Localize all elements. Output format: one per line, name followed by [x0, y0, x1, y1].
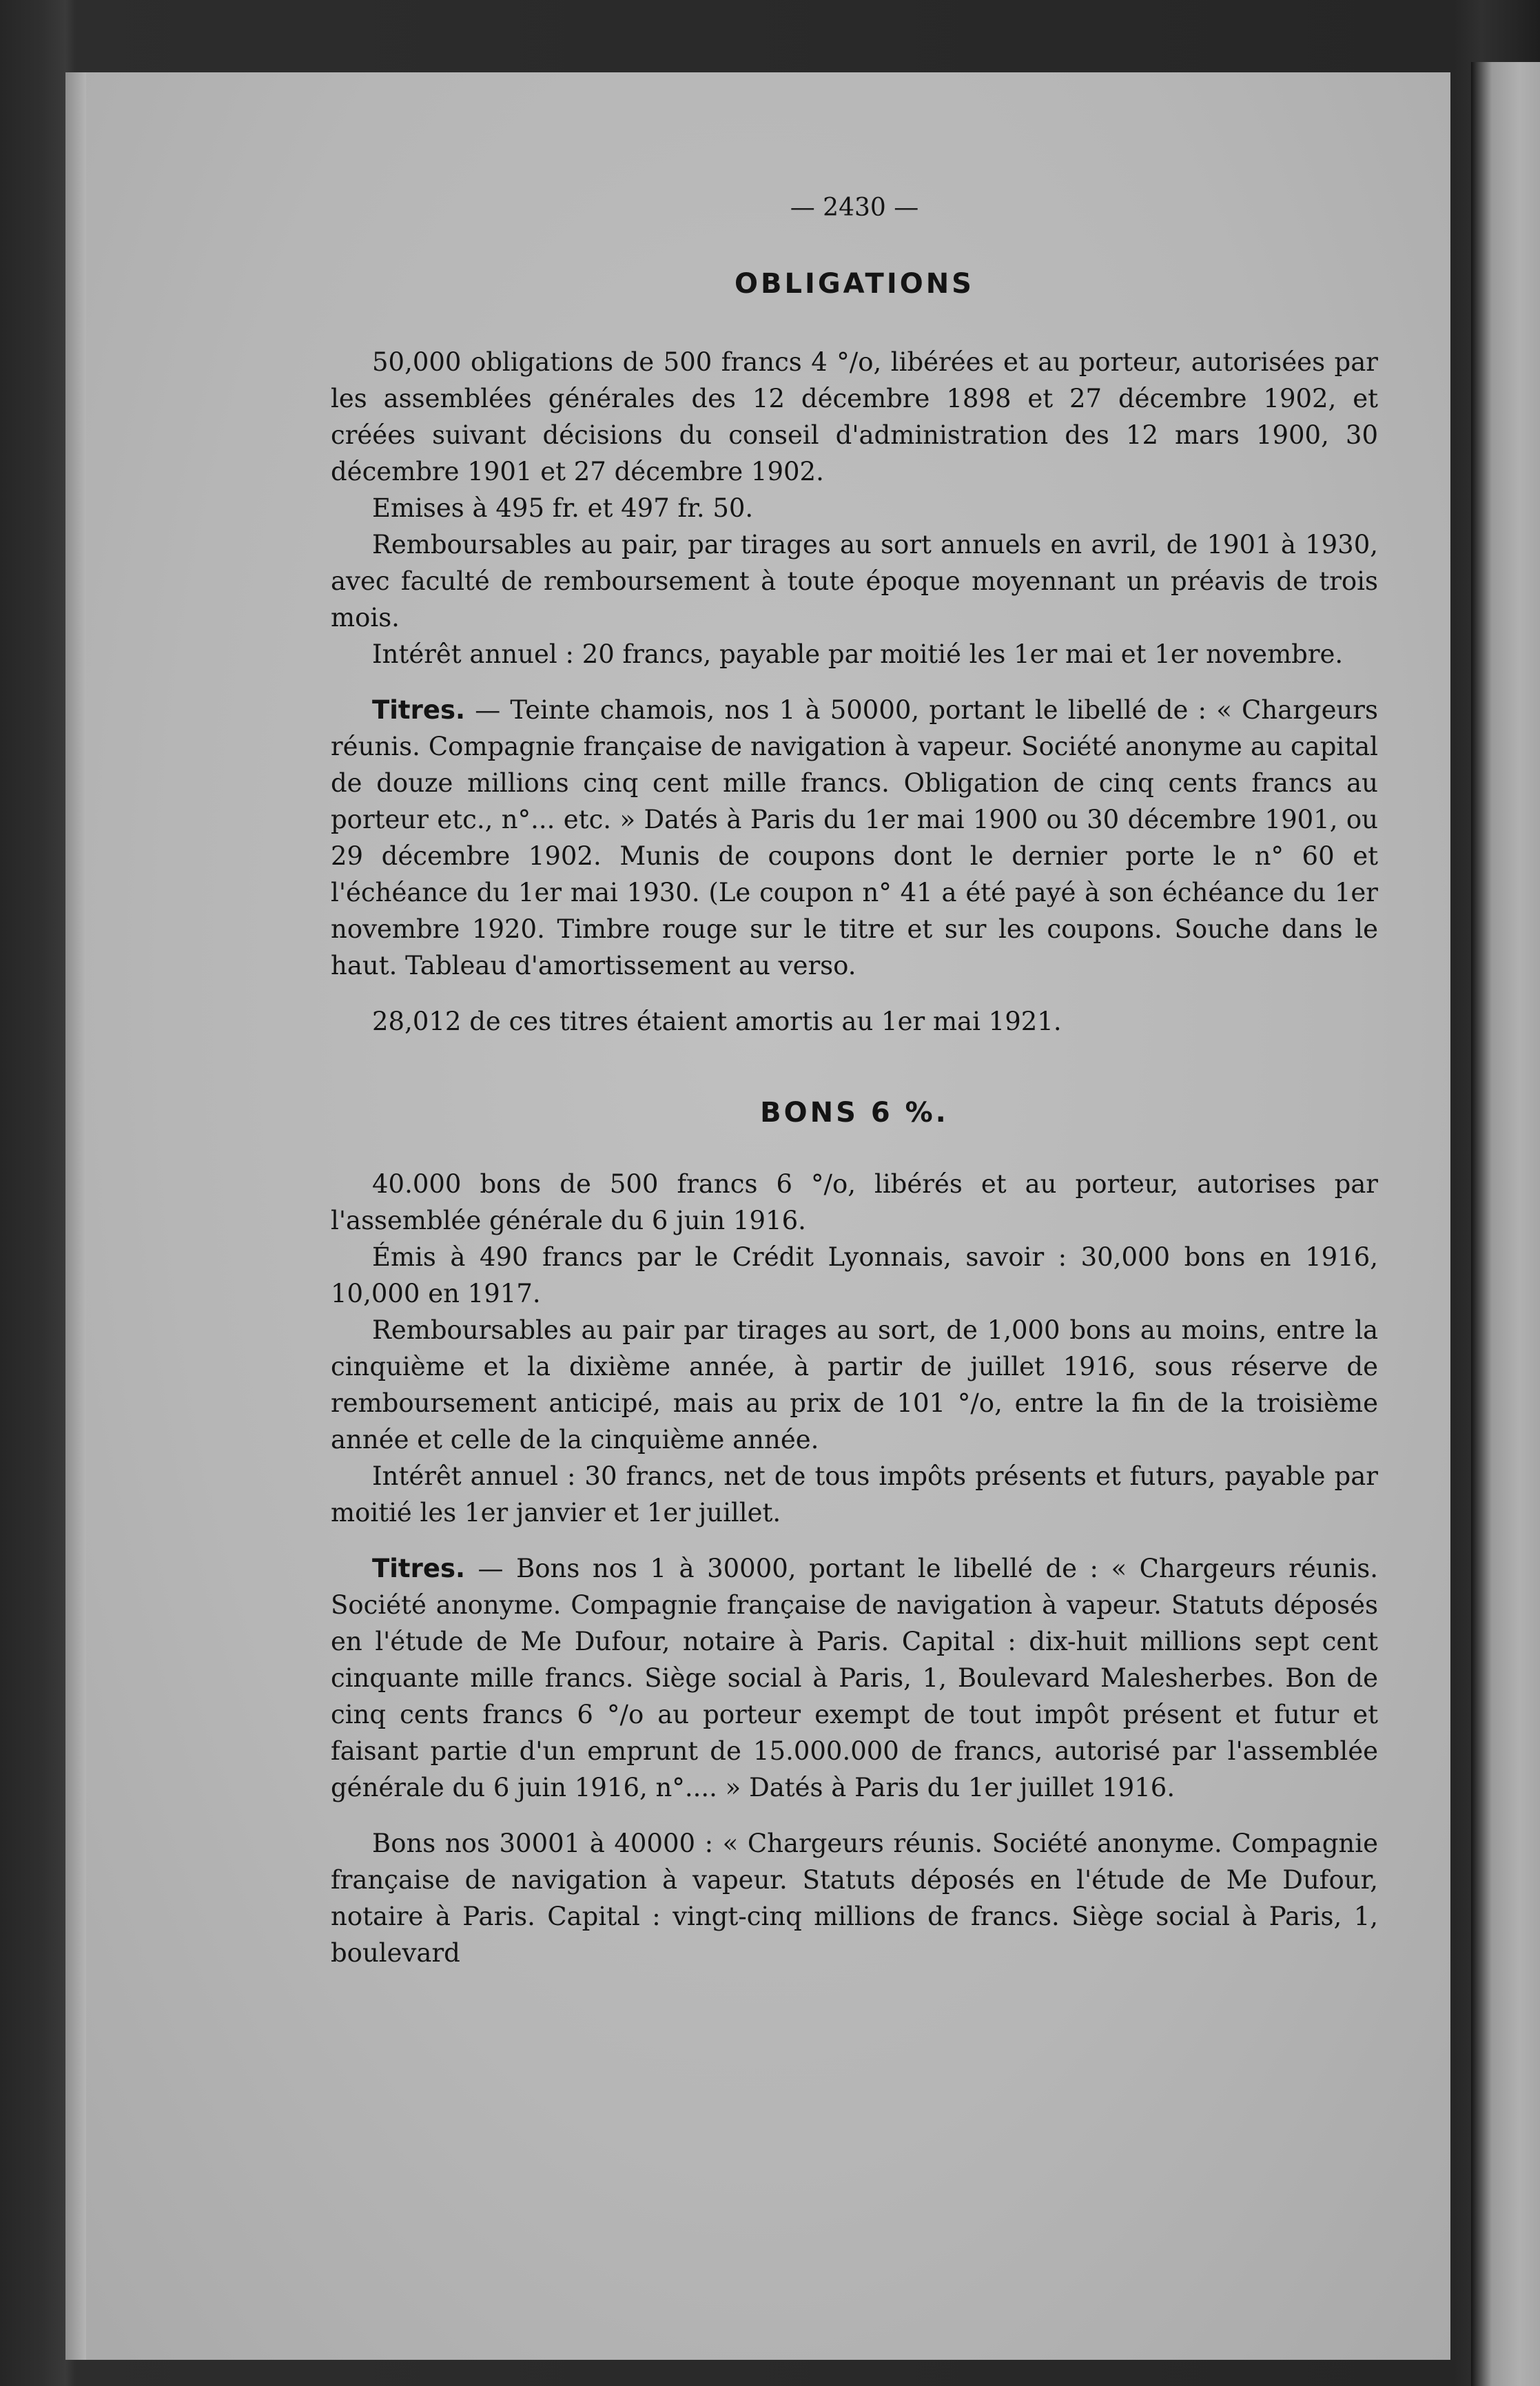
titres-text: — Teinte chamois, nos 1 à 50000, portant le libellé de : « Chargeurs réunis. Compagnie française de navigation à vapeur. Société anonyme au capital de douze millions cinq cent mille francs. Obligation de cinq cents francs au porteur etc., n°... etc. » Datés à Paris du 1er mai 1900 ou 30 décembre 1901, ou 29 décembre 1902. Munis de coupons dont le dernier porte le n° 60 et l'échéance du 1er mai 1930. (Le coupon n° 41 a été payé à son échéance du 1er novembre 1920. Timbre rouge sur le titre et sur les coupons. Souche dans le haut. Tableau d'amortissement au verso. [331, 695, 1378, 980]
paragraph: Bons nos 30001 à 40000 : « Chargeurs réunis. Société anonyme. Compagnie française de navigation à vapeur. Statuts déposés en l'étude de Me Dufour, notaire à Paris. Capital : vingt-cinq millions de francs. Siège social à Paris, 1, boulevard [331, 1829, 1378, 1968]
paragraph: Remboursables au pair par tirages au sort, de 1,000 bons au moins, entre la cinquième et la dixième année, à partir de juillet 1916, sous réserve de remboursement anticipé, mais au prix de 101 °/o, entre la fin de la troisième année et celle de la cinquième année. [331, 1315, 1378, 1454]
paragraph: Emises à 495 fr. et 497 fr. 50. [372, 493, 754, 523]
page-number: — 2430 — [790, 194, 919, 222]
paragraph: Remboursables au pair, par tirages au sort annuels en avril, de 1901 à 1930, avec faculté de remboursement à toute époque moyennant un préavis de trois mois. [331, 530, 1378, 633]
paragraph: Émis à 490 francs par le Crédit Lyonnais, savoir : 30,000 bons en 1916, 10,000 en 1917. [331, 1242, 1378, 1308]
paragraph: 50,000 obligations de 500 francs 4 °/o, libérées et au porteur, autorisées par les assemblées générales des 12 décembre 1898 et 27 décembre 1902, et créées suivant décisions du conseil d'administration des 12 mars 1900, 30 décembre 1901 et 27 décembre 1902. [331, 347, 1378, 486]
paragraph: Intérêt annuel : 20 francs, payable par moitié les 1er mai et 1er novembre. [372, 639, 1344, 669]
titres-paragraph [331, 692, 1378, 984]
section-title-bons: BONS 6 %. [760, 1097, 949, 1129]
paragraph: 28,012 de ces titres étaient amortis au 1er mai 1921. [372, 1007, 1062, 1036]
page-shadow-edge [65, 72, 86, 2360]
paragraph: 40.000 bons de 500 francs 6 °/o, libérés et au porteur, autorises par l'assemblée générale du 6 juin 1916. [331, 1169, 1378, 1235]
titres-label: Titres. [372, 695, 466, 725]
facing-page-edge [1471, 62, 1540, 2386]
page-text [331, 189, 1378, 1971]
titres-paragraph [331, 1550, 1378, 1806]
section-title-obligations: OBLIGATIONS [734, 268, 974, 300]
titres-label: Titres. [372, 1554, 466, 1583]
titres-text: — Bons nos 1 à 30000, portant le libellé de : « Chargeurs réunis. Société anonyme. Compagnie française de navigation à vapeur. Statuts déposés en l'étude de Me Dufour, notaire à Paris. Capital : dix-huit millions sept cent cinquante mille francs. Siège social à Paris, 1, Boulevard Malesherbes. Bon de cinq cents francs 6 °/o au porteur exempt de tout impôt présent et futur et faisant partie d'un emprunt de 15.000.000 de francs, autorisé par l'assemblée générale du 6 juin 1916, n°.... » Datés à Paris du 1er juillet 1916. [331, 1554, 1378, 1802]
paragraph: Intérêt annuel : 30 francs, net de tous impôts présents et futurs, payable par moitié les 1er janvier et 1er juillet. [331, 1461, 1378, 1528]
